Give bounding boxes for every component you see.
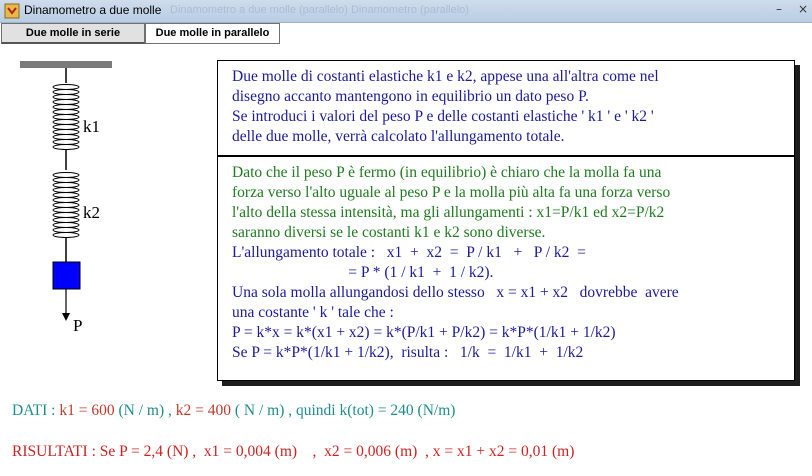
close-icon[interactable]: × [797, 2, 809, 16]
k1-unit: (N / m) , [114, 402, 176, 419]
k1-value[interactable]: k1 = 600 [59, 402, 115, 419]
app-icon [4, 3, 20, 19]
spring2-label: k2 [83, 203, 100, 222]
explanation-panel [217, 156, 795, 381]
weight-block [53, 262, 80, 289]
risultati-row: RISULTATI : Se P = 2,4 (N) , x1 = 0,004 (m) , x2 = 0,006 (m) , x = x1 + x2 = 0,01 (m) [12, 443, 575, 460]
formula-line: Se P = k*P*(1/k1 + 1/k2), risulta : 1/k = 1/k1 + 1/k2 [232, 344, 584, 361]
k2-unit: ( N / m) , quindi k(tot) = 240 (N/m) [231, 402, 456, 419]
weight-label: P [73, 316, 83, 335]
tab-due-molle-serie[interactable]: Due molle in serie [1, 23, 145, 44]
explanation-line: Dato che il peso P è fermo (in equilibrio) è chiaro che la molla fa una [232, 164, 662, 181]
background-window-title: Dinamometro a due molle (parallelo) Dinamometro (parallelo) [170, 4, 469, 16]
spring-k1 [53, 85, 79, 150]
formula-line: P = k*x = k*(x1 + x2) = k*(P/k1 + P/k2) = k*P*(1/k1 + 1/k2) [232, 324, 616, 341]
formula-line: Una sola molla allungandosi dello stesso x = x1 + x2 dovrebbe avere [232, 284, 679, 301]
window-title: Dinamometro a due molle [24, 3, 162, 17]
formula-line: = P * (1 / k1 + 1 / k2). [232, 264, 494, 281]
k2-value[interactable]: k2 = 400 [175, 402, 231, 419]
intro-line: disegno accanto mantengono in equilibrio un dato peso P. [232, 88, 589, 105]
intro-line: delle due molle, verrà calcolato l'allungamento totale. [232, 128, 565, 145]
spring-k2 [53, 173, 79, 238]
intro-line: Se introduci i valori del peso P e delle costanti elastiche ' k1 ' e ' k2 ' [232, 108, 654, 125]
spring-diagram [0, 55, 200, 345]
tab-due-molle-parallelo[interactable]: Due molle in parallelo [145, 23, 280, 44]
formula-line: L'allungamento totale : x1 + x2 = P / k1 + P / k2 = [232, 244, 586, 261]
minimize-icon[interactable]: – [776, 2, 782, 16]
spring1-label: k1 [83, 117, 100, 136]
dati-label: DATI : [12, 402, 60, 419]
explanation-line: forza verso l'alto uguale al peso P e la molla più alta fa una forza verso [232, 184, 671, 201]
formula-line: una costante ' k ' tale che : [232, 304, 394, 321]
ceiling-support [20, 61, 112, 68]
explanation-line: l'alto della stessa intensità, ma gli allungamenti : x1=P/k1 ed x2=P/k2 [232, 204, 665, 221]
intro-line: Due molle di costanti elastiche k1 e k2, appese una all'altra come nel [232, 68, 659, 85]
dati-row [12, 402, 455, 420]
force-arrow-head [62, 313, 70, 321]
intro-panel [217, 60, 795, 156]
title-bar [0, 0, 812, 23]
explanation-line: saranno diversi se le costanti k1 e k2 sono diverse. [232, 224, 546, 241]
